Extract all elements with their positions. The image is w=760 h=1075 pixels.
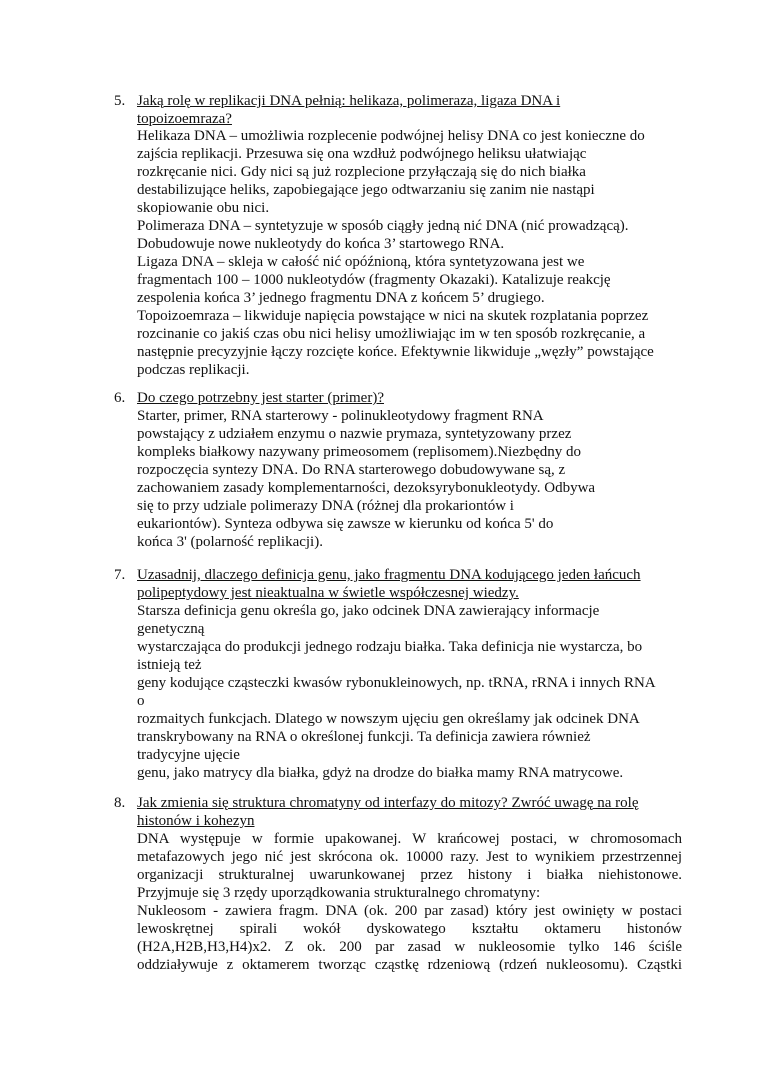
answer-line: genetyczną bbox=[137, 621, 205, 637]
answer-line: genu, jako matrycy dla białka, gdyż na drodze do białka mamy RNA matrycowe. bbox=[137, 765, 624, 781]
question-number: 6. bbox=[114, 390, 126, 406]
answer-line: fragmentach 100 – 1000 nukleotydów (fragmenty Okazaki). Katalizuje reakcję bbox=[137, 272, 611, 288]
answer-line: zespolenia końca 3’ jednego fragmentu DNA z końcem 5’ drugiego. bbox=[137, 290, 545, 306]
question-title bbox=[137, 794, 682, 830]
answer-line: geny kodujące cząsteczki kwasów rybonukleinowych, np. tRNA, rRNA i innych RNA bbox=[137, 675, 656, 691]
answer-line: oddziaływuje z oktamerem tworząc cząstkę rdzeniową (rdzeń nukleosomu). Cząstki bbox=[137, 957, 682, 973]
title-line: histonów i kohezyn bbox=[137, 813, 255, 829]
answer-line: Nukleosom - zawiera fragm. DNA (ok. 200 par zasad) który jest owinięty w postaci bbox=[137, 903, 682, 919]
answer-line: zachowaniem zasady komplementarności, dezoksyrybonukleotydy. Odbywa bbox=[137, 480, 596, 496]
answer-line: istnieją też bbox=[137, 657, 202, 673]
answer-line: wystarczająca do produkcji jednego rodzaju białka. Taka definicja nie wystarcza, bo bbox=[137, 639, 643, 655]
answer-line: rozmaitych funkcjach. Dlatego w nowszym ujęciu gen określamy jak odcinek DNA bbox=[137, 711, 640, 727]
answer-line: Polimeraza DNA – syntetyzuje w sposób ciągły jedną nić DNA (nić prowadzącą). bbox=[137, 218, 629, 234]
answer-line: skopiowanie obu nici. bbox=[137, 200, 270, 216]
title-line: Do czego potrzebny jest starter (primer)? bbox=[137, 390, 384, 406]
title-line: Jaką rolę w replikacji DNA pełnią: helikaza, polimeraza, ligaza DNA i bbox=[137, 93, 561, 109]
question-answer bbox=[137, 127, 682, 379]
question-title bbox=[137, 92, 682, 128]
answer-line: końca 3' (polarność replikacji). bbox=[137, 534, 323, 550]
answer-line: lewoskrętnej spirali wokół dyskowatego kształtu oktameru histonów bbox=[137, 921, 682, 937]
question-answer bbox=[137, 830, 682, 974]
answer-line: organizacji strukturalnej uwarunkowanej przez histony i białka niehistonowe. bbox=[137, 867, 682, 883]
answer-line: Topoizoemraza – likwiduje napięcia powstające w nici na skutek rozplatania poprzez bbox=[137, 308, 649, 324]
answer-line: się to przy udziale polimerazy DNA (różnej dla prokariontów i bbox=[137, 498, 514, 514]
answer-line: transkrybowany na RNA o określonej funkcji. Ta definicja zawiera również bbox=[137, 729, 591, 745]
answer-line: Starsza definicja genu określa go, jako odcinek DNA zawierający informacje bbox=[137, 603, 600, 619]
answer-line: Dobudowuje nowe nukleotydy do końca 3’ startowego RNA. bbox=[137, 236, 505, 252]
answer-line: rozcinanie co jakiś czas obu nici helisy umożliwiając im w ten sposób rozkręcanie, a bbox=[137, 326, 646, 342]
answer-line: tradycyjne ujęcie bbox=[137, 747, 240, 763]
title-line: Uzasadnij, dlaczego definicja genu, jako fragmentu DNA kodującego jeden łańcuch bbox=[137, 567, 641, 583]
answer-line: metafazowych jego nić jest skrócona ok. 10000 razy. Jest to wynikiem przestrzennej bbox=[137, 849, 682, 865]
answer-line: podczas replikacji. bbox=[137, 362, 250, 378]
answer-line: następnie precyzyjnie łączy rozcięte końce. Efektywnie likwiduje „węzły” powstające bbox=[137, 344, 654, 360]
question-answer bbox=[137, 602, 682, 782]
answer-line: o bbox=[137, 693, 145, 709]
answer-line: rozpoczęcia syntezy DNA. Do RNA starterowego dobudowywane są, z bbox=[137, 462, 566, 478]
answer-line: Helikaza DNA – umożliwia rozplecenie podwójnej helisy DNA co jest konieczne do bbox=[137, 128, 645, 144]
answer-line: (H2A,H2B,H3,H4)x2. Z ok. 200 par zasad w nukleosomie tylko 146 ściśle bbox=[137, 939, 682, 955]
answer-line: DNA występuje w formie upakowanej. W krańcowej postaci, w chromosomach bbox=[137, 831, 682, 847]
answer-line: kompleks białkowy nazywany primeosomem (replisomem).Niezbędny do bbox=[137, 444, 582, 460]
title-line: Jak zmienia się struktura chromatyny od interfazy do mitozy? Zwróć uwagę na rolę bbox=[137, 795, 639, 811]
title-line: topoizoemraza? bbox=[137, 111, 232, 127]
question-number: 5. bbox=[114, 93, 126, 109]
title-line: polipeptydowy jest nieaktualna w świetle współczesnej wiedzy. bbox=[137, 585, 519, 601]
answer-line: Przyjmuje się 3 rzędy uporządkowania strukturalnego chromatyny: bbox=[137, 885, 541, 901]
answer-line: Starter, primer, RNA starterowy - polinukleotydowy fragment RNA bbox=[137, 408, 544, 424]
answer-line: powstający z udziałem enzymu o nazwie prymaza, syntetyzowany przez bbox=[137, 426, 572, 442]
answer-line: rozkręcanie nici. Gdy nici są już rozplecione przyłączają się do nich białka bbox=[137, 164, 586, 180]
question-answer bbox=[137, 407, 682, 551]
answer-line: zajścia replikacji. Przesuwa się ona wzdłuż podwójnego heliksu ułatwiając bbox=[137, 146, 587, 162]
question-title bbox=[137, 389, 682, 407]
answer-line: eukariontów). Synteza odbywa się zawsze w kierunku od końca 5' do bbox=[137, 516, 554, 532]
question-title bbox=[137, 566, 682, 602]
answer-line: Ligaza DNA – skleja w całość nić opóźnioną, która syntetyzowana jest we bbox=[137, 254, 585, 270]
question-number: 7. bbox=[114, 567, 126, 583]
answer-line: destabilizujące heliks, zapobiegające jego odtwarzaniu się zanim nie nastąpi bbox=[137, 182, 595, 198]
question-number: 8. bbox=[114, 795, 126, 811]
